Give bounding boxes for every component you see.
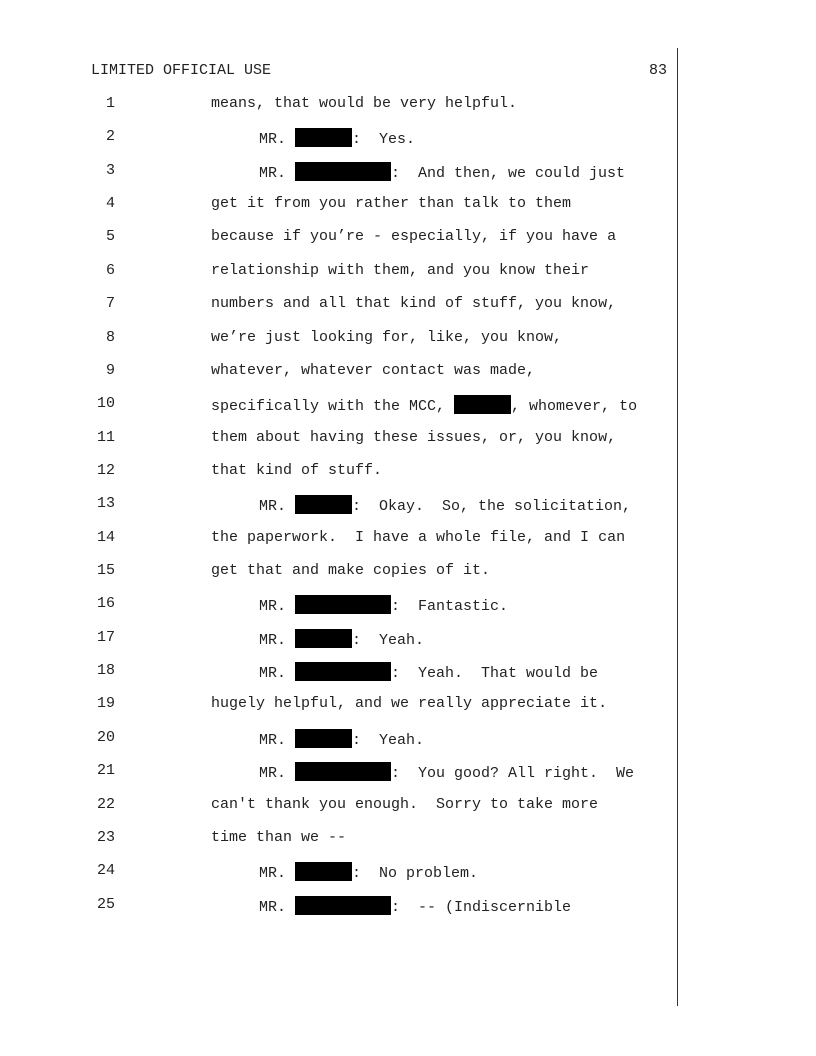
redaction-box	[454, 395, 511, 414]
line-number: 14	[96, 528, 115, 546]
line-number: 21	[96, 762, 115, 780]
line-number: 24	[96, 862, 115, 880]
transcript-line	[0, 162, 676, 182]
transcript-line	[0, 195, 676, 215]
text-segment: whatever, whatever contact was made,	[211, 361, 536, 379]
transcript-line	[0, 562, 676, 582]
line-text	[211, 462, 382, 479]
speaker-line-text	[259, 762, 634, 782]
transcript-line	[0, 262, 676, 282]
redaction-box	[295, 495, 352, 514]
text-segment: : Yeah.	[352, 631, 425, 649]
line-number: 23	[96, 828, 115, 846]
text-segment: MR.	[259, 865, 296, 883]
transcript-line	[0, 329, 676, 349]
line-number: 8	[105, 328, 115, 346]
text-segment: : No problem.	[352, 865, 479, 883]
line-number: 17	[96, 628, 115, 646]
transcript-line	[0, 529, 676, 549]
transcript-line	[0, 629, 676, 649]
speaker-line-text	[259, 896, 571, 916]
line-number: 10	[96, 395, 115, 413]
line-number: 19	[96, 695, 115, 713]
speaker-line-text	[259, 629, 424, 649]
right-margin-rule	[677, 48, 678, 1006]
line-number: 1	[105, 95, 115, 112]
text-segment: can't thank you enough. Sorry to take more	[211, 795, 599, 813]
line-number: 22	[96, 795, 115, 813]
text-segment: : -- (Indiscernible	[391, 898, 572, 916]
redaction-box	[295, 862, 352, 881]
text-segment: because if you’re - especially, if you have a	[211, 228, 617, 246]
line-number: 5	[105, 228, 115, 246]
transcript-line	[0, 295, 676, 315]
transcript-line	[0, 729, 676, 749]
line-number: 15	[96, 562, 115, 580]
line-number: 20	[96, 728, 115, 746]
line-text	[211, 829, 346, 846]
transcript-line	[0, 829, 676, 849]
text-segment: : Yes.	[352, 131, 416, 149]
text-segment: : You good? All right. We	[391, 765, 635, 783]
speaker-line-text	[259, 862, 478, 882]
text-segment: MR.	[259, 164, 296, 182]
text-segment: , whomever, to	[511, 398, 638, 416]
text-segment: time than we --	[211, 828, 347, 846]
text-segment: MR.	[259, 731, 296, 749]
line-number: 13	[96, 495, 115, 513]
line-text	[211, 395, 637, 415]
transcript-line	[0, 896, 676, 916]
line-text	[211, 529, 625, 546]
text-segment: MR.	[259, 765, 296, 783]
text-segment: : Fantastic.	[391, 598, 509, 616]
redaction-box	[295, 128, 352, 147]
speaker-line-text	[259, 162, 625, 182]
line-number: 2	[105, 128, 115, 146]
transcript-line	[0, 429, 676, 449]
line-text	[211, 295, 616, 312]
text-segment: hugely helpful, and we really appreciate it.	[211, 695, 608, 713]
text-segment: get that and make copies of it.	[211, 562, 491, 580]
redaction-box	[295, 762, 391, 781]
transcript-line	[0, 595, 676, 615]
line-text	[211, 429, 616, 446]
text-segment: MR.	[259, 631, 296, 649]
line-number: 3	[105, 161, 115, 179]
line-number: 7	[105, 295, 115, 313]
text-segment: MR.	[259, 665, 296, 683]
transcript-line	[0, 662, 676, 682]
redaction-box	[295, 595, 391, 614]
text-segment: MR.	[259, 898, 296, 916]
transcript-line	[0, 495, 676, 515]
speaker-line-text	[259, 595, 508, 615]
speaker-line-text	[259, 662, 598, 682]
transcript-line	[0, 796, 676, 816]
text-segment: specifically with the MCC,	[211, 398, 455, 416]
redaction-box	[295, 162, 391, 181]
text-segment: numbers and all that kind of stuff, you know,	[211, 295, 617, 313]
line-number: 18	[96, 662, 115, 680]
redaction-box	[295, 629, 352, 648]
page-number: 83	[648, 62, 667, 79]
line-number: 25	[96, 895, 115, 913]
line-number: 9	[105, 361, 115, 379]
line-number: 4	[105, 195, 115, 213]
line-text	[211, 95, 517, 112]
redaction-box	[295, 729, 352, 748]
line-text	[211, 195, 571, 212]
text-segment: them about having these issues, or, you know,	[211, 428, 617, 446]
text-segment: MR.	[259, 131, 296, 149]
transcript-line	[0, 128, 676, 148]
speaker-line-text	[259, 495, 631, 515]
transcript-line	[0, 695, 676, 715]
line-text	[211, 562, 490, 579]
line-number: 11	[96, 428, 115, 446]
text-segment: relationship with them, and you know their	[211, 261, 590, 279]
transcript-line	[0, 95, 676, 115]
line-text	[211, 695, 607, 712]
transcript-line	[0, 462, 676, 482]
redaction-box	[295, 662, 391, 681]
speaker-line-text	[259, 729, 424, 749]
line-number: 6	[105, 261, 115, 279]
transcript-line	[0, 362, 676, 382]
transcript-line	[0, 395, 676, 415]
line-text	[211, 362, 535, 379]
line-text	[211, 329, 562, 346]
text-segment: : And then, we could just	[391, 164, 626, 182]
text-segment: that kind of stuff.	[211, 461, 383, 479]
text-segment: the paperwork. I have a whole file, and I can	[211, 528, 626, 546]
text-segment: we’re just looking for, like, you know,	[211, 328, 563, 346]
line-text	[211, 228, 616, 245]
line-text	[211, 262, 589, 279]
line-number: 16	[96, 595, 115, 613]
text-segment: MR.	[259, 498, 296, 516]
classification-label: LIMITED OFFICIAL USE	[91, 62, 272, 79]
redaction-box	[295, 896, 391, 915]
speaker-line-text	[259, 128, 415, 148]
text-segment: : Okay. So, the solicitation,	[352, 498, 632, 516]
transcript-line	[0, 862, 676, 882]
text-segment: get it from you rather than talk to them	[211, 195, 572, 213]
text-segment: : Yeah. That would be	[391, 665, 599, 683]
text-segment: MR.	[259, 598, 296, 616]
text-segment: : Yeah.	[352, 731, 425, 749]
text-segment: means, that would be very helpful.	[211, 95, 518, 112]
transcript-line	[0, 762, 676, 782]
line-text	[211, 796, 598, 813]
line-number: 12	[96, 461, 115, 479]
transcript-line	[0, 228, 676, 248]
